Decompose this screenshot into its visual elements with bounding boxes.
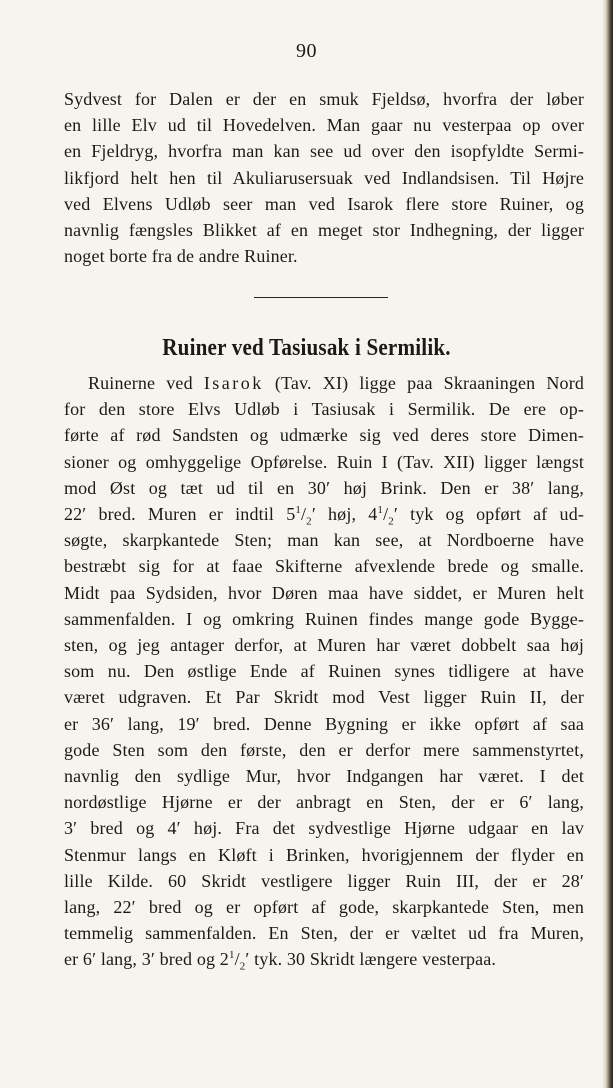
text-line: navnlig fængsles Blikket af en meget stor Indhegning, der ligger xyxy=(64,220,584,241)
text-line: søgte, skarpkantede Sten; man kan see, at Nordboerne have xyxy=(64,530,584,551)
fraction-numerator: 1 xyxy=(377,504,384,517)
text-line: sioner og omhyggelige Opførelse. Ruin I (Tav. XII) ligger længst xyxy=(64,451,584,472)
text-line: bestræbt sig for at faae Skifterne afvexlende brede og smalle. xyxy=(64,556,584,577)
fraction-numerator: 1 xyxy=(228,949,235,962)
fraction-denominator: 2 xyxy=(239,961,246,974)
paragraph-2 xyxy=(64,370,584,973)
text-line: nordøstlige Hjørne er der anbragt en Sten, der er 6′ lang, xyxy=(64,792,584,813)
fraction-denominator: 2 xyxy=(306,515,312,528)
text-run: (Tav. XI) ligge paa Skraaningen Nord xyxy=(263,373,584,393)
text-run: ′ tyk og opført af ud- xyxy=(393,504,584,525)
text-line: sten, og jeg antager derfor, at Muren har været dobbelt saa høj xyxy=(64,635,584,656)
text-line: en lille Elv ud til Hovedelven. Man gaar nu vesterpaa op over xyxy=(64,115,584,136)
text-run: er 6′ lang, 3′ bred og 2 xyxy=(64,949,229,970)
fraction-denominator: 2 xyxy=(388,515,394,528)
text-line: Midt paa Sydsiden, hvor Døren maa have siddet, er Muren helt xyxy=(64,582,584,603)
text-line: en Fjeldryg, hvorfra man kan see ud over den isopfyldte Sermi- xyxy=(64,141,584,162)
text-line: er 6′ lang, 3′ bred og $2^1/_2'$ tyk. 30 Skridt længere vesterpaa. xyxy=(64,949,497,974)
text-line: temmelig sammenfalden. En Sten, der er væltet ud fra Muren, xyxy=(64,923,584,944)
text-line: lang, 22′ bred og er opført af gode, skarpkantede Sten, men xyxy=(64,897,584,918)
text-line: førte af rød Sandsten og udmærke sig ved deres store Dimen- xyxy=(64,425,584,446)
text-run: 22′ bred. Muren er indtil 5 xyxy=(64,504,296,525)
text-line: navnlig den sydlige Mur, hvor Indgangen har været. I det xyxy=(64,766,584,787)
text-line: 3′ bred og 4′ høj. Fra det sydvestlige Hjørne udgaar en lav xyxy=(64,818,584,839)
text-line: likfjord helt hen til Akuliarusersuak ved Indlandsisen. Til Højre xyxy=(64,167,584,188)
text-line: været udgraven. Et Par Skridt mod Vest ligger Ruin II, der xyxy=(64,687,584,708)
section-divider xyxy=(254,297,388,298)
text-line: lille Kilde. 60 Skridt vestligere ligger Ruin III, der er 28′ xyxy=(64,870,584,891)
page-number: 90 xyxy=(296,40,317,62)
text-line: mod Øst og tæt ud til en 30′ høj Brink. Den er 38′ lang, xyxy=(64,477,584,498)
text-line: gode Sten som den første, den er derfor mere sammenstyrtet, xyxy=(64,739,584,760)
paragraph-1 xyxy=(64,86,584,269)
text-line: sammenfalden. I og omkring Ruinen findes mange gode Bygge- xyxy=(64,608,584,629)
text-line: noget borte fra de andre Ruiner. xyxy=(64,246,298,267)
text-run: ′ høj, 4 xyxy=(311,504,378,525)
spaced-place-name: Isarok xyxy=(203,373,264,393)
text-run: Ruinerne ved xyxy=(88,373,204,393)
text-line xyxy=(64,370,584,396)
text-line: 22′ bred. Muren er indtil $5^1/_2'$ høj, $4^1/_2'$ tyk og opført af ud- xyxy=(64,504,584,528)
text-line: ved Elvens Udløb seer man ved Isarok flere store Ruiner, og xyxy=(64,193,584,214)
page-edge-shadow xyxy=(603,0,613,1088)
text-line: Stenmur langs en Kløft i Brinken, hvorigjennem der flyder en xyxy=(64,844,584,865)
fraction-numerator: 1 xyxy=(295,504,301,517)
text-run: ′ tyk. 30 Skridt længere vesterpaa. xyxy=(245,949,497,970)
text-line: for den store Elvs Udløb i Tasiusak i Sermilik. De ere op- xyxy=(64,399,584,420)
text-line: Sydvest for Dalen er der en smuk Fjeldsø, hvorfra der løber xyxy=(64,89,584,109)
text-line: som nu. Den østlige Ende af Ruinen synes tidligere at have xyxy=(64,661,584,682)
text-line: er 36′ lang, 19′ bred. Denne Bygning er ikke opført af saa xyxy=(64,713,584,734)
section-heading: Ruiner ved Tasiusak i Sermilik. xyxy=(162,335,451,361)
